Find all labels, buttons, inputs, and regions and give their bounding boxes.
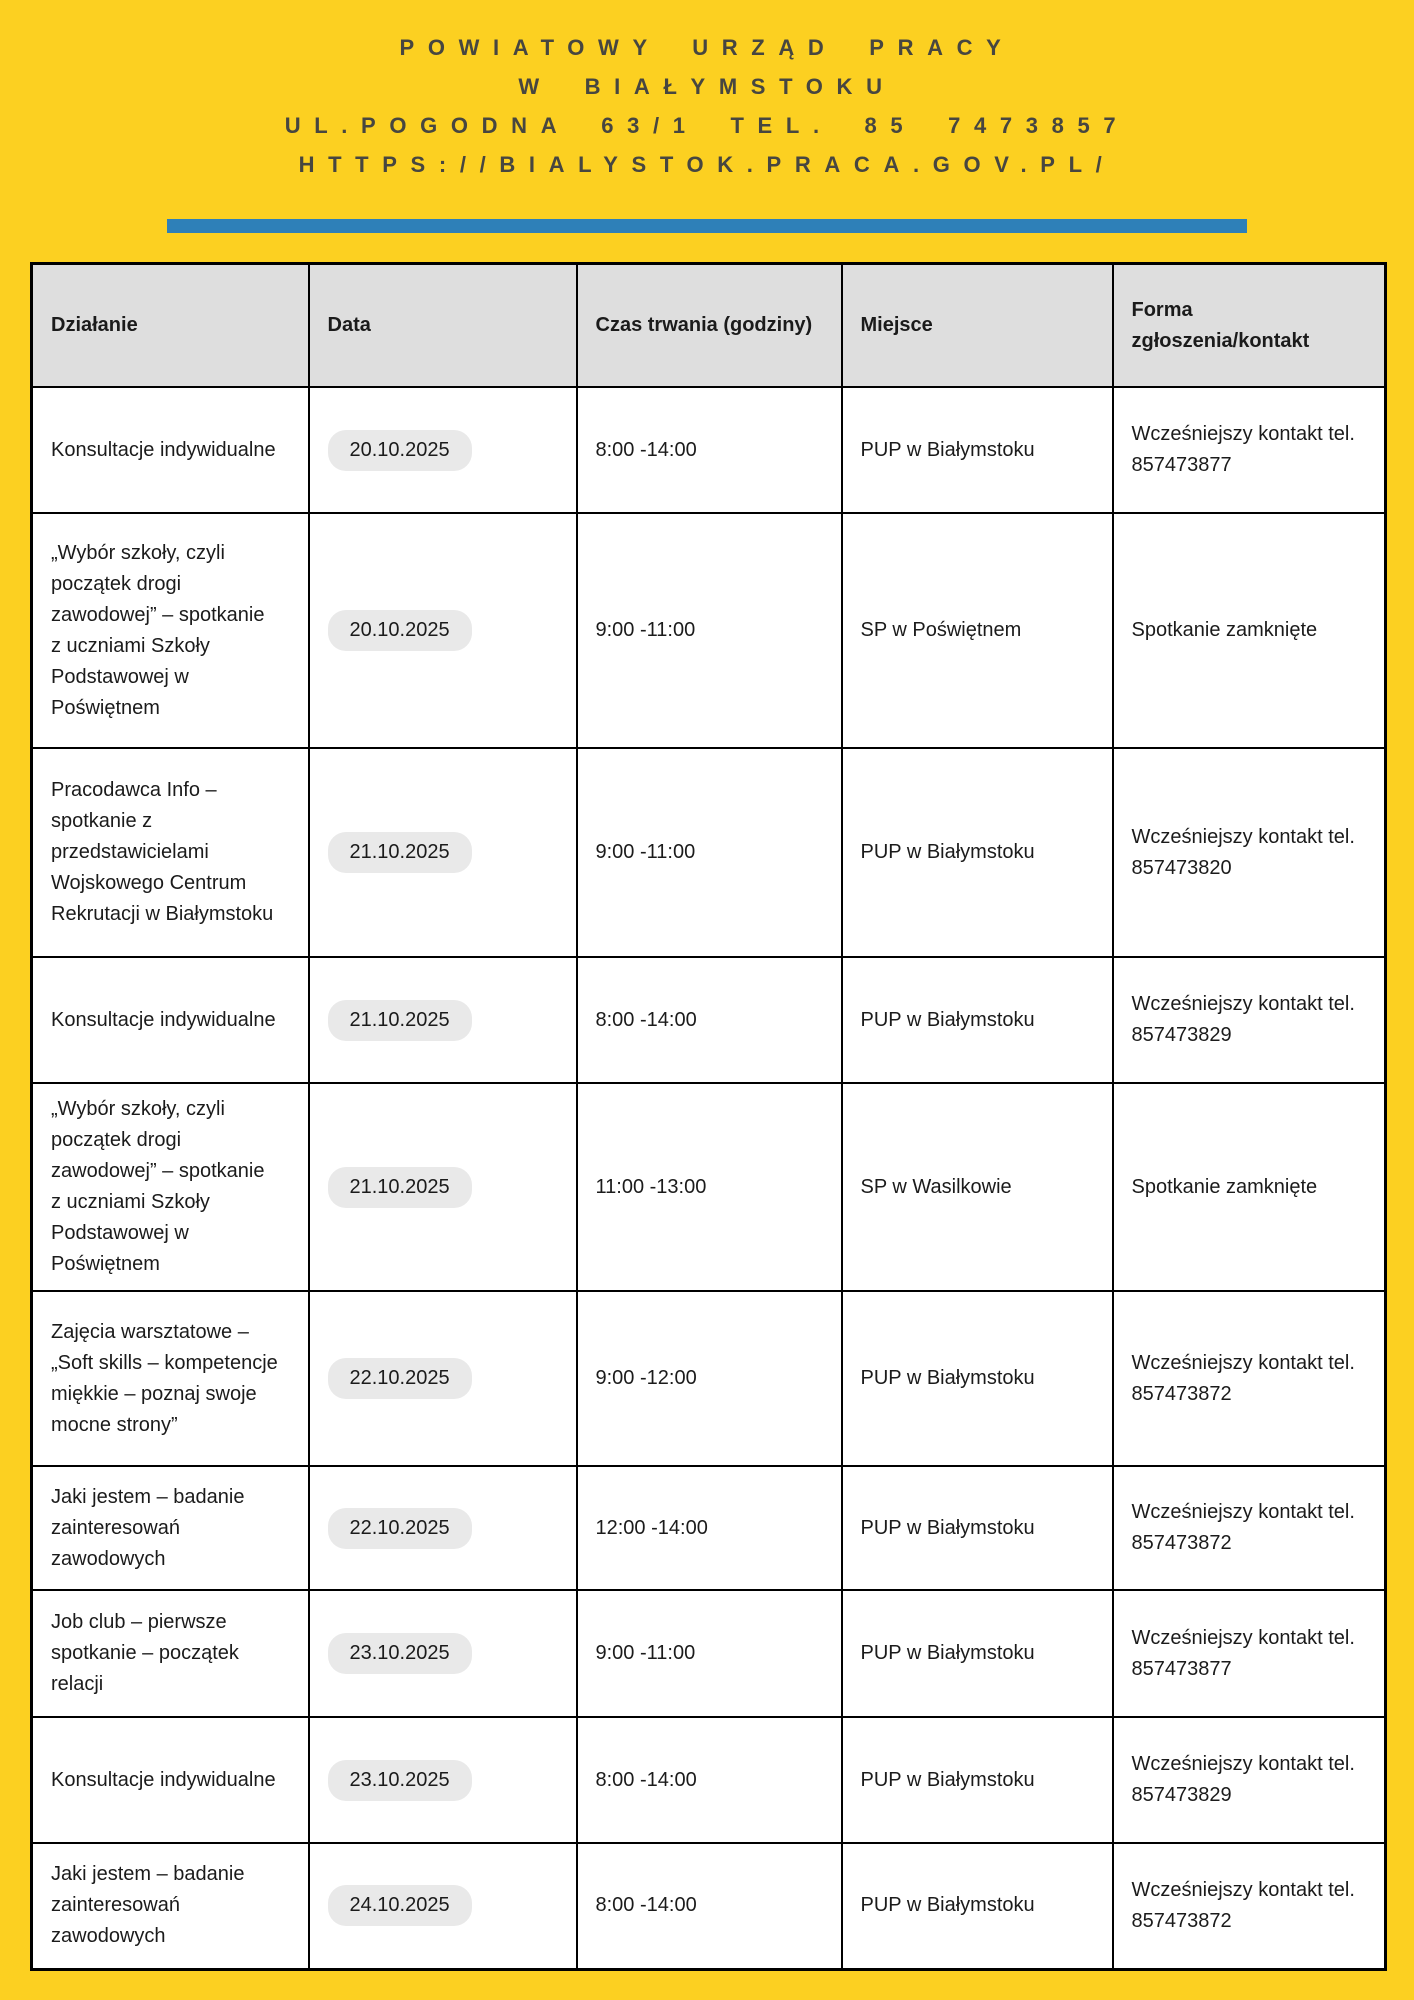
cell-date — [309, 387, 577, 513]
cell-time: 8:00 -14:00 — [577, 957, 842, 1083]
table-row — [32, 1717, 1386, 1843]
cell-activity: Jaki jestem – badanie zainteresowań zawodowych — [32, 1843, 309, 1969]
cell-date — [309, 748, 577, 957]
cell-time: 8:00 -14:00 — [577, 387, 842, 513]
cell-place: PUP w Białymstoku — [842, 957, 1113, 1083]
table-row — [32, 387, 1386, 513]
column-header-activity: Działanie — [32, 264, 309, 388]
cell-time: 8:00 -14:00 — [577, 1717, 842, 1843]
cell-contact: Spotkanie zamknięte — [1113, 513, 1386, 748]
office-header — [0, 28, 1414, 184]
cell-time: 9:00 -11:00 — [577, 1590, 842, 1717]
cell-time: 9:00 -11:00 — [577, 748, 842, 957]
cell-contact: Spotkanie zamknięte — [1113, 1083, 1386, 1291]
cell-contact: Wcześniejszy kontakt tel. 857473829 — [1113, 957, 1386, 1083]
table-row — [32, 957, 1386, 1083]
cell-contact: Wcześniejszy kontakt tel. 857473877 — [1113, 1590, 1386, 1717]
cell-date — [309, 513, 577, 748]
cell-contact: Wcześniejszy kontakt tel. 857473829 — [1113, 1717, 1386, 1843]
cell-place: PUP w Białymstoku — [842, 1843, 1113, 1969]
cell-date — [309, 1466, 577, 1590]
cell-activity: Konsultacje indywidualne — [32, 957, 309, 1083]
cell-contact: Wcześniejszy kontakt tel. 857473872 — [1113, 1291, 1386, 1466]
date-pill: 23.10.2025 — [328, 1633, 472, 1674]
cell-activity: Konsultacje indywidualne — [32, 1717, 309, 1843]
office-name-line-2: W BIAŁYMSTOKU — [518, 74, 896, 99]
table-body — [32, 387, 1386, 1969]
cell-place: SP w Poświętnem — [842, 513, 1113, 748]
date-pill: 24.10.2025 — [328, 1885, 472, 1926]
cell-time: 11:00 -13:00 — [577, 1083, 842, 1291]
table-row — [32, 1590, 1386, 1717]
cell-activity: Job club – pierwsze spotkanie – początek relacji — [32, 1590, 309, 1717]
cell-place: PUP w Białymstoku — [842, 1590, 1113, 1717]
column-header-place: Miejsce — [842, 264, 1113, 388]
table-row — [32, 1466, 1386, 1590]
cell-activity: Zajęcia warsztatowe – „Soft skills – kompetencje miękkie – poznaj swoje mocne strony” — [32, 1291, 309, 1466]
column-header-contact: Forma zgłoszenia/kontakt — [1113, 264, 1386, 388]
cell-time: 9:00 -11:00 — [577, 513, 842, 748]
cell-date — [309, 1590, 577, 1717]
cell-place: PUP w Białymstoku — [842, 1717, 1113, 1843]
cell-time: 12:00 -14:00 — [577, 1466, 842, 1590]
date-pill: 20.10.2025 — [328, 430, 472, 471]
cell-activity: Jaki jestem – badanie zainteresowań zawodowych — [32, 1466, 309, 1590]
office-name-line-1: POWIATOWY URZĄD PRACY — [399, 35, 1015, 60]
schedule-table — [30, 262, 1387, 1971]
cell-activity: „Wybór szkoły, czyli początek drogi zawodowej” – spotkanie z uczniami Szkoły Podstawowej w Poświętnem — [32, 1083, 309, 1291]
table-row — [32, 1291, 1386, 1466]
column-header-date: Data — [309, 264, 577, 388]
table-header — [32, 264, 1386, 388]
date-pill: 23.10.2025 — [328, 1760, 472, 1801]
date-pill: 21.10.2025 — [328, 1000, 472, 1041]
date-pill: 22.10.2025 — [328, 1358, 472, 1399]
cell-contact: Wcześniejszy kontakt tel. 857473872 — [1113, 1843, 1386, 1969]
cell-time: 9:00 -12:00 — [577, 1291, 842, 1466]
header-row — [32, 264, 1386, 388]
cell-place: SP w Wasilkowie — [842, 1083, 1113, 1291]
table-row — [32, 1083, 1386, 1291]
cell-date — [309, 1291, 577, 1466]
cell-activity: Konsultacje indywidualne — [32, 387, 309, 513]
cell-place: PUP w Białymstoku — [842, 387, 1113, 513]
cell-date — [309, 1083, 577, 1291]
table-row — [32, 1843, 1386, 1969]
cell-contact: Wcześniejszy kontakt tel. 857473820 — [1113, 748, 1386, 957]
cell-date — [309, 1843, 577, 1969]
date-pill: 21.10.2025 — [328, 832, 472, 873]
office-address-phone: UL.POGODNA 63/1 TEL. 85 7473857 — [284, 113, 1130, 138]
table-row — [32, 513, 1386, 748]
cell-contact: Wcześniejszy kontakt tel. 857473872 — [1113, 1466, 1386, 1590]
cell-place: PUP w Białymstoku — [842, 1291, 1113, 1466]
cell-place: PUP w Białymstoku — [842, 1466, 1113, 1590]
cell-time: 8:00 -14:00 — [577, 1843, 842, 1969]
cell-contact: Wcześniejszy kontakt tel. 857473877 — [1113, 387, 1386, 513]
divider-bar — [167, 219, 1247, 233]
column-header-duration: Czas trwania (godziny) — [577, 264, 842, 388]
cell-activity: Pracodawca Info – spotkanie z przedstawicielami Wojskowego Centrum Rekrutacji w Białymstoku — [32, 748, 309, 957]
cell-activity: „Wybór szkoły, czyli początek drogi zawodowej” – spotkanie z uczniami Szkoły Podstawowej w Poświętnem — [32, 513, 309, 748]
date-pill: 20.10.2025 — [328, 610, 472, 651]
date-pill: 22.10.2025 — [328, 1508, 472, 1549]
cell-date — [309, 1717, 577, 1843]
office-website: HTTPS://BIALYSTOK.PRACA.GOV.PL/ — [298, 152, 1116, 177]
table-row — [32, 748, 1386, 957]
date-pill: 21.10.2025 — [328, 1167, 472, 1208]
cell-date — [309, 957, 577, 1083]
cell-place: PUP w Białymstoku — [842, 748, 1113, 957]
